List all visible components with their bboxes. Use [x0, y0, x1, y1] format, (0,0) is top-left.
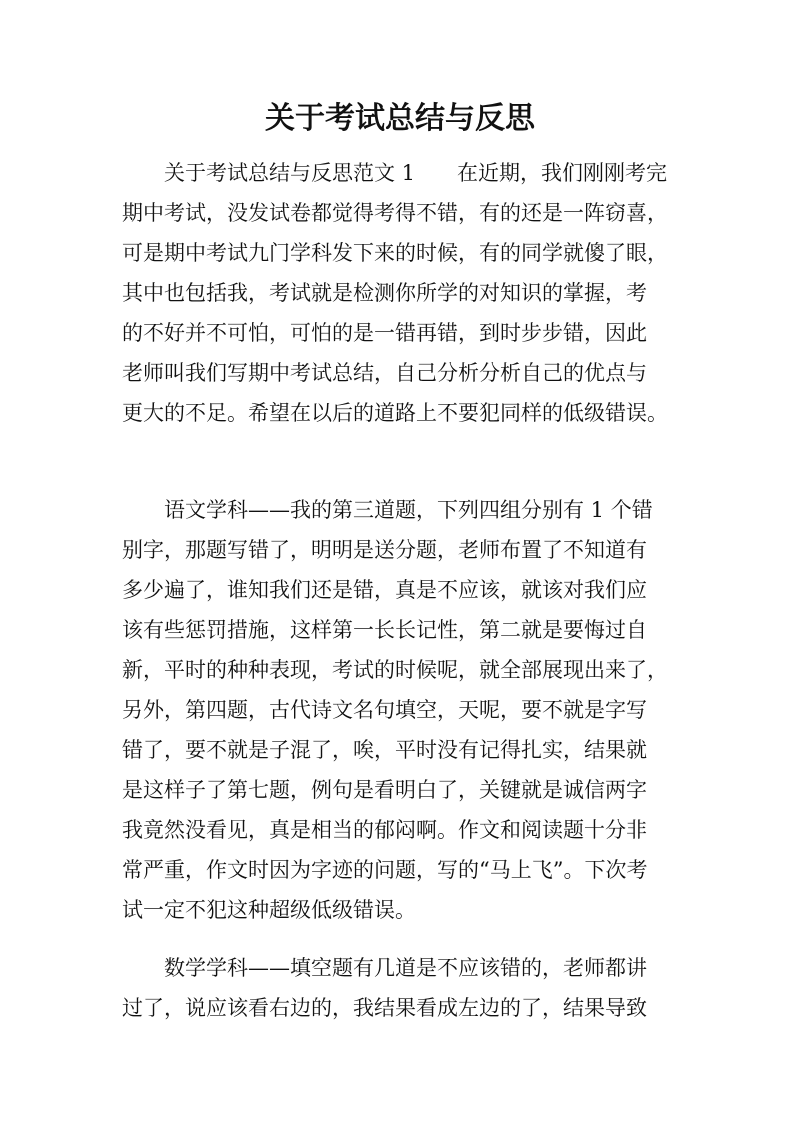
paragraph-line: 关于考试总结与反思范文 1 在近期，我们刚刚考完: [164, 161, 668, 185]
paragraph-line: 的不好并不可怕，可怕的是一错再错，到时步步错，因此: [122, 321, 647, 345]
document-title: 关于考试总结与反思: [265, 101, 535, 136]
paragraph-line: 该有些惩罚措施，这样第一长长记性，第二就是要悔过自: [122, 618, 647, 642]
paragraph-line: 我竟然没看见，真是相当的郁闷啊。作文和阅读题十分非: [122, 818, 647, 842]
paragraph-line: 常严重，作文时因为字迹的问题，写的“马上飞”。下次考: [122, 858, 648, 882]
paragraph-line: 过了，说应该看右边的，我结果看成左边的了，结果导致: [122, 996, 647, 1020]
paragraph-line: 另外，第四题，古代诗文名句填空，天呢，要不就是字写: [122, 698, 647, 722]
paragraph-line: 其中也包括我，考试就是检测你所学的对知识的掌握，考: [122, 281, 647, 305]
paragraph-line: 老师叫我们写期中考试总结，自己分析分析自己的优点与: [122, 361, 647, 385]
paragraph-line: 可是期中考试九门学科发下来的时候，有的同学就傻了眼，: [122, 241, 668, 265]
paragraph-line: 更大的不足。希望在以后的道路上不要犯同样的低级错误。: [122, 401, 668, 425]
paragraph-line: 新，平时的种种表现，考试的时候呢，就全部展现出来了，: [122, 658, 668, 682]
paragraph-line: 多少遍了，谁知我们还是错，真是不应该，就该对我们应: [122, 578, 647, 602]
paragraph-line: 语文学科——我的第三道题，下列四组分别有 1 个错: [164, 498, 653, 522]
paragraph-line: 别字，那题写错了，明明是送分题，老师布置了不知道有: [122, 538, 647, 562]
paragraph-line: 是这样子了第七题，例句是看明白了，关键就是诚信两字: [122, 778, 647, 802]
paragraph-line: 错了，要不就是子混了，唉，平时没有记得扎实，结果就: [122, 738, 647, 762]
paragraph-line: 期中考试，没发试卷都觉得考得不错，有的还是一阵窃喜，: [122, 201, 668, 225]
paragraph-line: 试一定不犯这种超级低级错误。: [122, 898, 416, 922]
paragraph-line: 数学学科——填空题有几道是不应该错的，老师都讲: [164, 956, 647, 980]
